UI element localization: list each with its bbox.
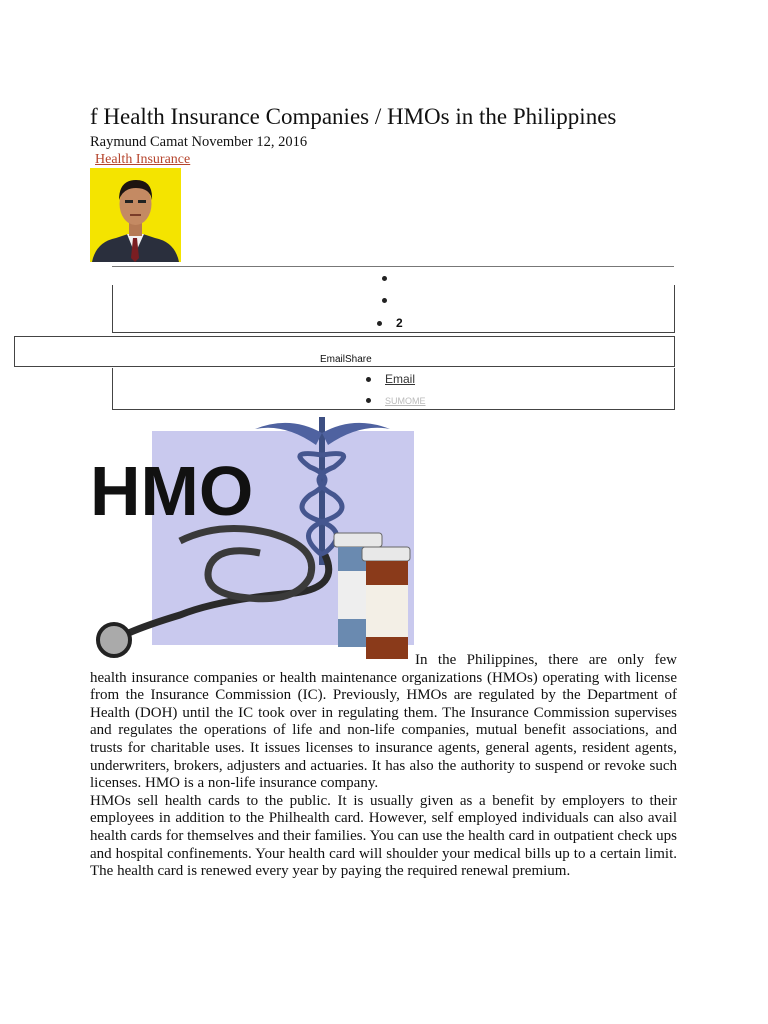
share-list-item[interactable] <box>382 271 401 285</box>
article-paragraph-text: In the Philippines, there are only few health insurance companies or health maintenance organizations (HMOs) operating with license from the Insurance Commission (IC). Previously, HMOs are regulated by the Department of Health (DOH) until the IC took over in regulating them. The Insurance Commission supervises and regulates the operations of life and non-life companies, mutual benefit associations, and trusts for charitable uses. It issues licenses to insurance agents, general agents, resident agents, underwriters, brokers, adjusters and actuaries. It has also the authority to suspend or revoke such licenses. HMO is a non-life insurance company. <box>90 652 677 792</box>
bullet-icon <box>366 377 371 382</box>
share-list-item[interactable] <box>366 372 415 386</box>
article-body <box>90 652 677 881</box>
article-paragraph: HMOs sell health cards to the public. It is usually given as a benefit by employers to their employees in addition to the Philhealth card. However, self employed individuals can also avail health cards for themselves and their families. You can use the health card in outpatient check ups and hospital confinements. Your health card will shoulder your medical bills up to a certain limit. The health card is renewed every year by paying the required renewal premium. <box>90 792 677 880</box>
share-list-item[interactable] <box>382 293 401 307</box>
category-link[interactable]: Health Insurance <box>95 152 191 167</box>
share-count: 2 <box>396 316 403 330</box>
hmo-heading: HMO <box>90 452 254 530</box>
share-list-item[interactable] <box>377 316 403 330</box>
bullet-icon <box>382 276 387 281</box>
pill-bottle-icon <box>334 533 410 659</box>
author-name[interactable]: Raymund Camat <box>90 134 188 150</box>
bullet-icon <box>366 398 371 403</box>
hmo-illustration <box>90 415 415 665</box>
bullet-icon <box>377 321 382 326</box>
sumome-link[interactable]: SUMOME <box>385 396 426 406</box>
bullet-icon <box>382 298 387 303</box>
publish-date: November 12, 2016 <box>191 134 308 150</box>
image-wrap-spacer <box>90 652 415 669</box>
email-link[interactable]: Email <box>385 372 416 386</box>
article-title: f Health Insurance Companies / HMOs in the Philippines <box>90 104 617 129</box>
share-list-item[interactable] <box>366 393 426 407</box>
byline <box>90 134 307 151</box>
divider-line <box>112 266 674 267</box>
article-paragraph <box>90 652 677 793</box>
share-label[interactable]: EmailShare <box>320 354 372 365</box>
author-avatar[interactable] <box>90 168 181 262</box>
